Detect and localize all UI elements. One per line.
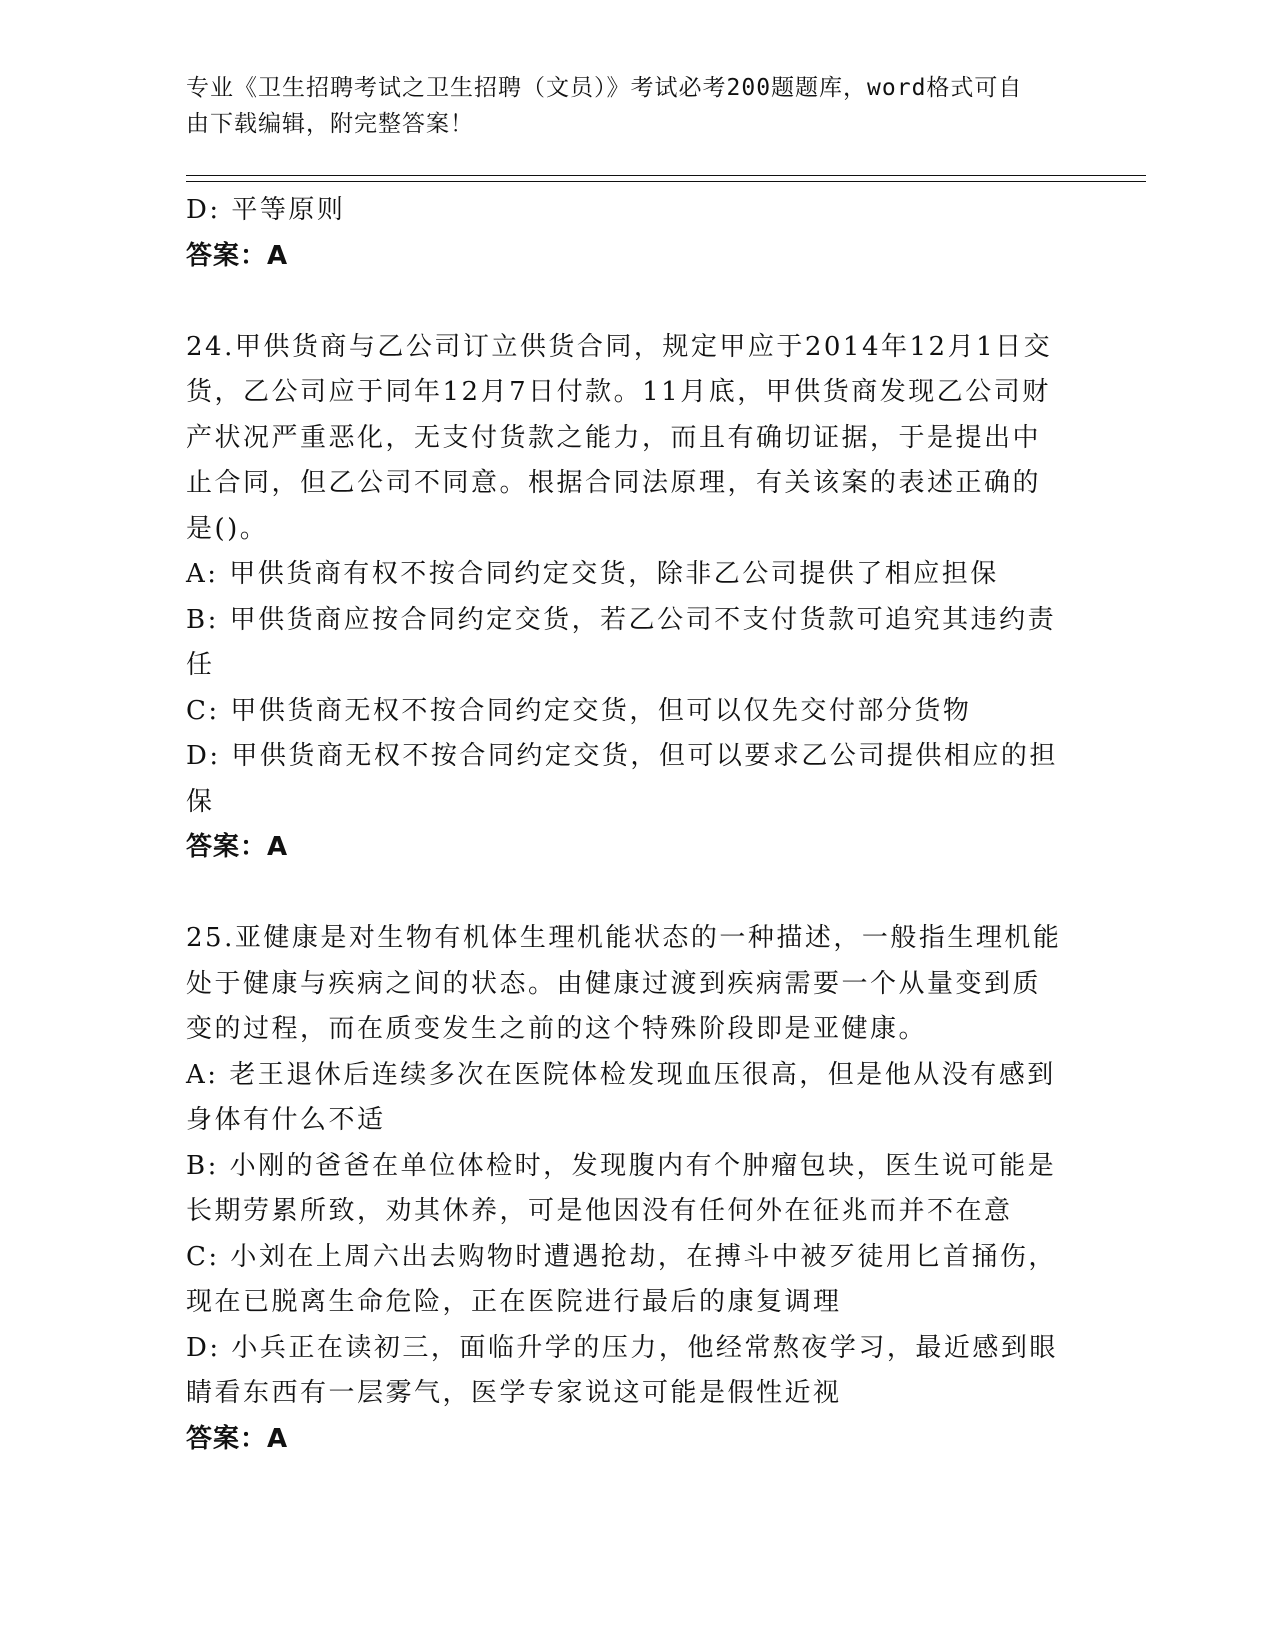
answer-line: 答案：A [186, 832, 289, 862]
previous-question-tail [186, 188, 1066, 279]
spacer [186, 871, 1066, 917]
option-c: C: 小刘在上周六出去购物时遭遇抢劫，在搏斗中被歹徒用匕首捅伤， [186, 1241, 1057, 1272]
question-stem-line: 变的过程，而在质变发生之前的这个特殊阶段即是亚健康。 [186, 1014, 928, 1044]
option-d: D: 小兵正在读初三，面临升学的压力，他经常熬夜学习，最近感到眼 [186, 1332, 1058, 1363]
option-b-continued: 长期劳累所致，劝其休养，可是他因没有任何外在征兆而并不在意 [186, 1196, 1013, 1226]
question-stem-line: 24.甲供货商与乙公司订立供货合同，规定甲应于2014年12月1日交 [186, 331, 1053, 362]
document-body [186, 188, 1066, 1462]
question-stem-line: 止合同，但乙公司不同意。根据合同法原理，有关该案的表述正确的 [186, 468, 1042, 498]
question-stem-line: 产状况严重恶化，无支付货款之能力，而且有确切证据，于是提出中 [186, 422, 1042, 453]
option-a: A: 甲供货商有权不按合同约定交货，除非乙公司提供了相应担保 [186, 559, 999, 589]
option-c-continued: 现在已脱离生命危险，正在医院进行最后的康复调理 [186, 1287, 842, 1317]
question-25 [186, 916, 1066, 1462]
header-line-2: 由下载编辑，附完整答案！ [186, 111, 474, 137]
question-24 [186, 325, 1066, 871]
answer-line: 答案：A [186, 1423, 289, 1454]
option-d: D: 平等原则 [186, 195, 346, 225]
header-line-1: 专业《卫生招聘考试之卫生招聘（文员）》考试必考200题题库，word格式可自 [186, 75, 1023, 101]
option-b: B: 甲供货商应按合同约定交货，若乙公司不支付货款可追究其违约责 [186, 604, 1057, 635]
option-b-continued: 任 [186, 650, 215, 680]
question-stem-line: 货，乙公司应于同年12月7日付款。11月底，甲供货商发现乙公司财 [186, 377, 1051, 407]
option-c: C: 甲供货商无权不按合同约定交货，但可以仅先交付部分货物 [186, 695, 972, 726]
option-a-continued: 身体有什么不适 [186, 1105, 386, 1135]
option-d-continued: 保 [186, 786, 215, 817]
question-stem-line: 是()。 [186, 513, 269, 544]
question-stem-line: 25.亚健康是对生物有机体生理机能状态的一种描述，一般指生理机能 [186, 923, 1062, 953]
option-d: D: 甲供货商无权不按合同约定交货，但可以要求乙公司提供相应的担 [186, 741, 1058, 771]
question-stem-line: 处于健康与疾病之间的状态。由健康过渡到疾病需要一个从量变到质 [186, 968, 1042, 999]
option-a: A: 老王退休后连续多次在医院体检发现血压很高，但是他从没有感到 [186, 1059, 1056, 1090]
answer-line: 答案：A [186, 240, 289, 271]
spacer [186, 279, 1066, 325]
header-divider-top [186, 175, 1146, 176]
document-header [186, 70, 1086, 142]
option-b: B: 小刚的爸爸在单位体检时，发现腹内有个肿瘤包块，医生说可能是 [186, 1150, 1057, 1181]
option-d-continued: 睛看东西有一层雾气，医学专家说这可能是假性近视 [186, 1378, 842, 1408]
header-divider-bottom [186, 181, 1146, 182]
